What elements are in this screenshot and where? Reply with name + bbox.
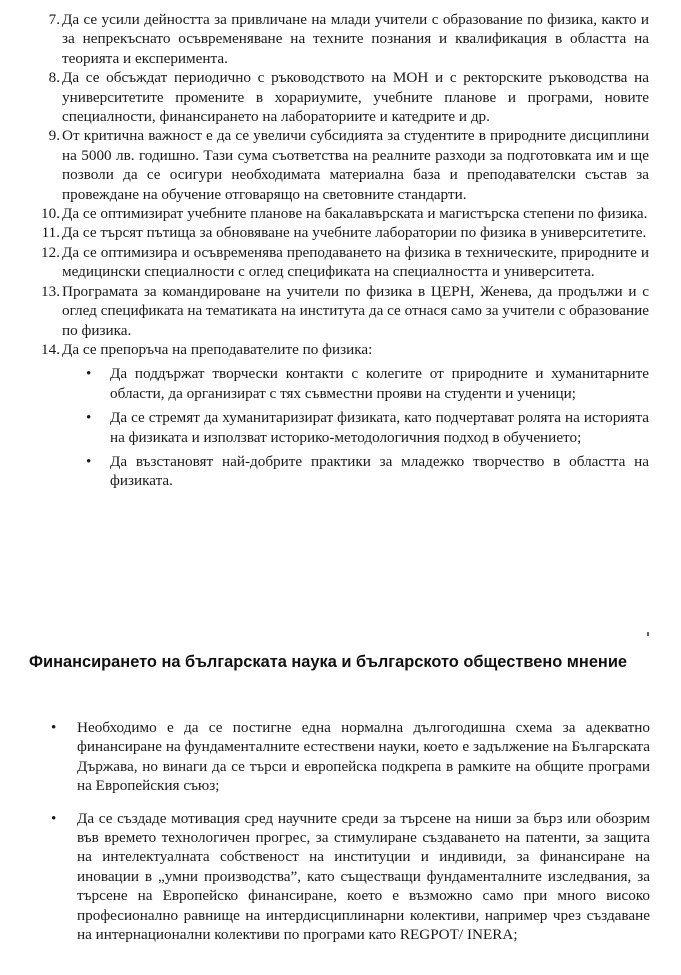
bullet-icon: • <box>86 452 92 470</box>
sub-bullet-text: Да възстановят най-добрите практики за младежко творчество в областта на физиката. <box>110 452 649 490</box>
item-text: Програмата за командироване на учители по физика в ЦЕРН, Женева, да продължи и с оглед спецификата на тематиката на института да се отнася само за учители с образование по физика. <box>62 282 649 339</box>
item-number: 13. <box>41 282 60 300</box>
bullet-item <box>51 718 650 796</box>
item-number: 9. <box>48 127 60 145</box>
item-number: 14. <box>41 340 60 358</box>
list-item <box>0 282 681 340</box>
list-item <box>0 340 681 359</box>
list-item <box>0 10 681 68</box>
list-item <box>0 68 681 126</box>
bullet-icon: • <box>51 809 57 827</box>
sub-bullet-item <box>86 452 649 491</box>
bullet-icon: • <box>51 719 57 736</box>
sub-bullet-text: Да се стремят да хуманитаризират физиката, като подчертават ролята на историята на физиката и използват историко-методологичния подход в обучението; <box>110 409 649 446</box>
numbered-list <box>0 10 681 491</box>
item-text: Да се препоръча на преподавателите по физика: <box>62 340 373 358</box>
sub-bullet-item <box>86 408 649 447</box>
bullet-icon: • <box>86 409 92 427</box>
list-item <box>0 223 681 242</box>
item-text: Да се оптимизират учебните планове на бакалавърската и магистърска степени по физика. <box>62 205 648 223</box>
bullet-text: Да се създаде мотивация сред научните среди за търсене на ниши за бърз или обозрим във времето технологичен прогрес, за стимулиране създаването на патенти, за защита на интелектуалната собственост на институции и индивиди, за финансиране на иновации в „умни производства”, като съществащи фундаменталните изследвания, за търсене на Европейско финансиране, което е възможно само при много високо професионално равнище на интердисциплинарни колективи, например чрез създаване на интернационални колективи по програми като REGPOT/ INERA; <box>77 809 650 944</box>
item-text: Да се оптимизира и осъвременява преподаването на физика в техническите, природните и медицински специалности с оглед спецификата на специалността и университета. <box>62 243 649 281</box>
sub-bullet-item <box>86 364 649 403</box>
bullet-item <box>51 809 650 945</box>
list-item <box>0 126 681 204</box>
item-number: 12. <box>41 243 60 261</box>
item-text: Да се усили дейността за привличане на млади учители с образование по физика, както и за непрекъснато осъвременяване на техните познания и квалификация в областта на теорията и експеримента. <box>62 11 649 67</box>
item-text: От критична важност е да се увеличи субсидията за студентите в природните дисциплини на 5000 лв. годишно. Тази сума съответства на реалните разходи за подготовката им и ще позволи да се осигури необходимата материална база и преподавателски състав за провеждане на обучение отговарящо на световните стандарти. <box>62 127 649 203</box>
item-number: 11. <box>41 224 60 242</box>
item-text: Да се търсят пътища за обновяване на учебните лаборатории по физика в университетите. <box>62 224 647 242</box>
bullet-icon: • <box>86 365 92 383</box>
item-number: 8. <box>48 69 60 87</box>
section-heading: Финансирането на българската наука и българското обществено мнение <box>29 653 628 671</box>
list-item <box>0 243 681 282</box>
scan-mark <box>647 632 649 636</box>
recommendation-sub-list <box>0 364 681 490</box>
bullet-text: Необходимо е да се постигне една нормална дългогодишна схема за адекватно финансиране на фундаменталните естествени науки, което е задължение на Българската Държава, но винаги да се търси и европейска подкрепа в рамките на общите програми на Европейския съюз; <box>77 719 650 795</box>
list-item <box>0 204 681 223</box>
item-number: 7. <box>48 11 60 28</box>
sub-bullet-text: Да поддържат творчески контакти с колегите от природните и хуманитарните области, да организират с тях съвместни прояви на студенти и ученици; <box>110 365 649 402</box>
funding-bullet-list <box>0 718 681 957</box>
item-text: Да се обсъждат периодично с ръководството на МОН и с ректорските ръководства на университетите промените в хорариумите, учебните планове и програми, новите специалности, финансирането на лабораториите и катедрите и др. <box>62 69 649 126</box>
item-number: 10. <box>41 205 60 223</box>
